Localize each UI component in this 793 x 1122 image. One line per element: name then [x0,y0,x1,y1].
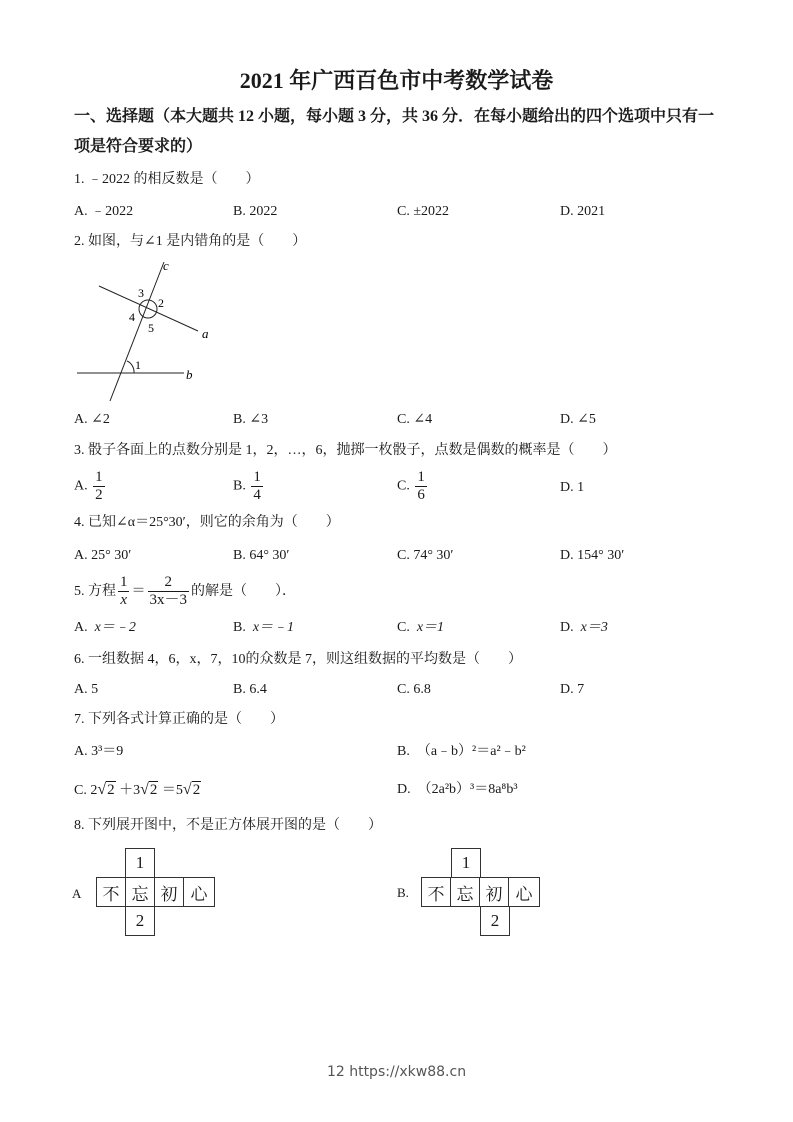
q2-option-a: A. ∠2 [74,412,110,427]
q4-option-b: B. 64° 30′ [233,548,290,563]
q1-option-a: A. ﹣2022 [74,204,134,219]
q1-option-b: B. 2022 [233,204,278,219]
fraction: $\frac{1}{4}$ [253,469,261,503]
q6-option-d: D. 7 [560,682,585,697]
question-5-stem: 5. 方程 $\frac{1}{x}$ ＝ $\frac{2}{3x-3}$ 的解是（ ）． [74,574,297,609]
sqrt: √2 [182,781,201,798]
page-footer: 12 https://xkw88.cn [326,1064,467,1080]
question-4-stem: 4. 已知∠α＝25°30′，则它的余角为（ ） [74,515,340,530]
q6-option-a: A. 5 [74,682,99,697]
q4-option-d: D. 154° 30′ [560,548,625,563]
section-heading-line1: 一、选择题（本大题共 12 小题，每小题 3 分，共 36 分．在每小题给出的四个选项中只有一 [74,108,715,125]
fraction-right: $\frac{2}{3x-3}$ [149,574,188,609]
section-heading-line2: 项是符合要求的） [74,138,203,155]
label-angle-4: 4 [129,310,135,324]
q5-option-b: B. x＝﹣1 [233,620,295,635]
label-c: c [163,258,169,273]
net-a-cell: 忘 [125,877,155,907]
sqrt: √2 [97,781,115,798]
net-b-cell: 不 [421,877,451,907]
q5-option-a: A. x＝﹣2 [74,620,136,635]
label-angle-1: 1 [135,358,141,372]
q6-option-c: C. 6.8 [397,682,431,697]
label-angle-3: 3 [138,286,144,300]
q4-option-c: C. 74° 30′ [397,548,454,563]
fraction-left: $\frac{1}{x}$ [120,574,128,609]
option-label: B. [233,478,246,494]
fraction: $\frac{1}{6}$ [417,469,425,503]
net-a-cell: 初 [154,877,184,907]
question-3-stem: 3. 骰子各面上的点数分别是 1，2，…，6，抛掷一枚骰子，点数是偶数的概率是（ ） [74,443,617,458]
net-b-cell-bottom: 2 [480,906,510,936]
q7-option-c: C. 2√2 ＋3√2 ＝5√2 [74,779,201,802]
question-7-stem: 7. 下列各式计算正确的是（ ） [74,712,284,727]
net-b-label: B. [397,885,409,900]
q2-option-b: B. ∠3 [233,412,269,427]
page-title: 2021 年广西百色市中考数学试卷 [239,68,554,93]
q7-option-d: D. （2a²b）³＝8a⁸b³ [397,782,518,797]
q2-option-d: D. ∠5 [560,412,596,427]
label-angle-5: 5 [148,321,154,335]
option-label: A. [74,478,88,494]
question-2-stem: 2. 如图，与∠1 是内错角的是（ ） [74,234,307,249]
net-b-cell: 心 [508,877,540,907]
q7-option-a: A. 3³＝9 [74,744,124,759]
line-c [110,262,164,401]
q1-option-c: C. ±2022 [397,204,450,219]
net-a-cell: 心 [183,877,215,907]
q5-option-d: D. x＝3 [560,620,608,635]
q3-option-d: D. 1 [560,480,585,495]
angle-figure [0,0,793,420]
angle-1-arc [127,361,134,373]
q3-option-a [74,470,107,503]
q1-option-d: D. 2021 [560,204,606,219]
q4-option-a: A. 25° 30′ [74,548,132,563]
q5-option-c: C. x＝1 [397,620,445,635]
net-a-label: A [72,886,82,901]
option-label: C. [397,478,410,494]
label-angle-2: 2 [158,296,164,310]
label-a: a [202,326,209,341]
label-b: b [186,367,193,382]
net-a-cell-bottom: 2 [125,906,155,936]
q7-option-b: B. （a﹣b）²＝a²﹣b² [397,744,526,759]
net-b-cell-top: 1 [451,848,481,878]
fraction: $\frac{1}{2}$ [95,469,103,503]
net-b-cell: 忘 [450,877,480,907]
q3-option-c [397,470,429,503]
q3-option-b [233,470,265,503]
question-6-stem: 6. 一组数据 4，6，x，7，10的众数是 7，则这组数据的平均数是（ ） [74,652,522,667]
net-a-cell-top: 1 [125,848,155,878]
net-b-cell: 初 [479,877,509,907]
question-8-stem: 8. 下列展开图中，不是正方体展开图的是（ ） [74,818,382,833]
sqrt: √2 [140,781,158,798]
question-1-stem: 1. ﹣2022 的相反数是（ ） [74,172,260,187]
q6-option-b: B. 6.4 [233,682,267,697]
net-a-cell: 不 [96,877,126,907]
q2-option-c: C. ∠4 [397,412,433,427]
